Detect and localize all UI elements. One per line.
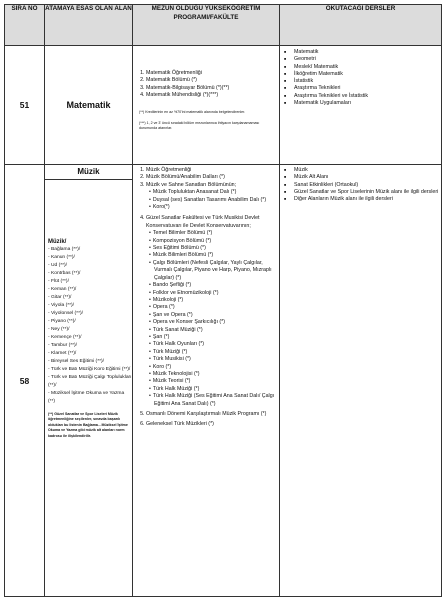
field-cell [45,165,133,597]
program-subitem: • Koro (*) [154,364,279,371]
course-list [280,167,441,203]
instrument-item: - Kontrbas (**)/ [48,271,81,276]
instrument-heading: Müzik/ [48,239,67,245]
instrument-item: - Türk ve Batı Müziği Çalgı Toplulukları (**)/ [48,375,132,388]
program-item: 1. Matematik Öğretmenliği [146,70,279,77]
program-subitem: • Duysal (ses) Sanatları Tasarımı Anabilim Dalı (*) [154,197,279,204]
program-subitem: • Türk Halk Müziği (*) [154,386,279,393]
row-number: 58 [5,165,45,597]
table-row-58 [5,165,442,597]
course-item: ■ Matematik [294,49,441,56]
table-row-51 [5,46,442,165]
program-item: 6. Geleneksel Türk Müzikleri (*) [146,421,279,428]
program-subitem: • Koro(*) [154,204,279,211]
course-item: ■ Matematik Uygulamaları [294,100,441,107]
program-list [133,70,279,100]
program-subitem: • Şan (*) [154,334,279,341]
program-subitem: • Opera ve Konser Şarkıcılığı (*) [154,319,279,326]
program-subitem: • Çalgı Bölümleri (Nefesli Çalgılar, Yaylı Çalgılar, Vurmalı Çalgılar, Piyano ve Harp, Piyano, Mızraplı Çalgılar) (*) [154,260,279,282]
courses-cell [280,165,442,597]
instrument-item: - Ney (**)/ [48,327,70,332]
instrument-item: - Piyano (**)/ [48,319,76,324]
footnote: (**) Kredilerinin en az %70'ini matematik alanında belgelendirenler. [139,109,246,114]
course-list [280,49,441,107]
program-subitem: • Opera (*) [154,304,279,311]
row-number: 51 [5,46,45,165]
program-item-label: Müzik ve Sahne Sanatları Bölümünün; [146,181,237,188]
program-subitem: • Temel Bilimler Bölümü (*) [154,230,279,237]
instrument-item: - Flüt (**)/ [48,279,69,284]
courses-cell [280,46,442,165]
program-item [146,182,279,212]
program-subitem: • Türk Musikisi (*) [154,356,279,363]
program-subitem: • Türk Halk Müziği (Ses Eğitimi Ana Sanat Dalı/ Çalgı Eğitimi Ana Sanat Dalı) (*) [154,393,279,408]
program-cell [133,165,280,597]
header-alan: ATAMAYA ESAS OLAN ALAN [45,5,133,46]
instrument-list [45,238,132,406]
field-name: Matematik [45,46,133,165]
program-item: 2. Müzik Bölümü/Anabilim Dalları (*) [146,174,279,181]
program-subitem: • Türk Halk Oyunları (*) [154,341,279,348]
header-courses: OKUTACAĞI DERSLER [280,5,442,46]
instrument-footnote: (**) Güzel Sanatlar ve Spor Liseleri Müzik öğretmenliğine seçilenler, sınavda başarılı oldukları bu listenin Bağlama…Müziksel İşitme Okuma ve Yazma gibi müzik alt alanları norm kadrosu ile ilişkilendirilir. [48,412,128,438]
program-item: 2. Matematik Bölümü (*) [146,77,279,84]
instrument-item: - Bağlama (**)/ [48,247,81,252]
course-item: ■ Güzel Sanatlar ve Spor Liselerinin Müzik alanı ile ilgili dersleri [294,189,441,196]
header-row [5,5,442,46]
course-item: ■ Diğer Alanların Müzik alanı ile ilgili dersleri [294,196,441,203]
program-subitem: • Şan ve Opera (*) [154,312,279,319]
instrument-item: - Gitar (**)/ [48,295,72,300]
program-cell [133,46,280,165]
program-subitem: • Folklor ve Etnomüzikoloji (*) [154,290,279,297]
program-subitem: • Türk Müziği (*) [154,349,279,356]
header-program: MEZUN OLDUĞU YÜKSEKÖĞRETİM PROGRAMI/FAKÜLTE [133,5,280,46]
course-item: ■ Geometri [294,56,441,63]
instrument-item: - Viyola (**)/ [48,303,75,308]
header-sira-no: SIRA NO [5,5,45,46]
program-subitem: • Bando Şefliği (*) [154,282,279,289]
assignment-table [4,4,442,597]
course-item: ■ Müzik [294,167,441,174]
program-item: 5. Osmanlı Dönemi Karşılaştırmalı Müzik Programı (*) [146,411,279,418]
course-item: ■ İstatistik [294,78,441,85]
program-subitem: • Kompozisyon Bölümü (*) [154,238,279,245]
program-subitem: • Ses Eğitimi Bölümü (*) [154,245,279,252]
program-sublist [146,230,279,408]
course-item: ■ Araştırma Teknikleri [294,85,441,92]
program-subitem: • Müzik Teknolojisi (*) [154,371,279,378]
program-item-label: Güzel Sanatlar Fakültesi ve Türk Musikisi Devlet Konservatuvarı ile Devlet Konservatuvarının; [146,215,260,229]
program-item: 1. Müzik Öğretmenliği [146,167,279,174]
program-item: 4. Matematik Mühendisliği (*)(***) [146,92,279,99]
program-subitem: • Müzik Topluluktan Anasanat Dalı (*) [154,189,279,196]
instrument-item: - Müziksel İşitme Okuma ve Yazma (**) [48,391,125,404]
footnote: (***) 1, 2 ve 3' üncü sıradaki bölüm mezunlarınca ihtiyacın karşılanamaması durumunda atanırlar. [139,120,260,131]
course-item: ■ Meslekî Matematik [294,64,441,71]
course-item: ■ Sanat Etkinlikleri (Ortaokul) [294,182,441,189]
instrument-item: - Tambur (**)/ [48,343,77,348]
program-subitem: • Müzikoloji (*) [154,297,279,304]
instrument-item: - Viyolonsel (**)/ [48,311,83,316]
program-subitem: • Türk Sanat Müziği (*) [154,327,279,334]
instrument-item: - Kanun (**)/ [48,255,75,260]
program-item: 3. Matematik-Bilgisayar Bölümü (*)(**) [146,85,279,92]
instrument-item: - Kemençe (**)/ [48,335,82,340]
course-item: ■ Araştırma Teknikleri ve İstatistik [294,93,441,100]
program-subitem: • Müzik Bilimleri Bölümü (*) [154,252,279,259]
course-item: ■ Müzik Alt Alanı [294,174,441,181]
instrument-item: - Türk ve Batı Müziği Koro Eğitimi (**)/ [48,367,131,372]
program-subitem: • Müzik Teorisi (*) [154,378,279,385]
program-item [146,215,279,408]
instrument-item: - Bireysel Ses Eğitimi (**)/ [48,359,104,364]
course-item: ■ İlköğretim Matematik [294,71,441,78]
program-list [133,167,279,429]
program-sublist [146,189,279,211]
instrument-item: - Ud (**)/ [48,263,68,268]
instrument-item: - Keman (**)/ [48,287,77,292]
instrument-item: - Klarnet (**)/ [48,351,77,356]
field-name: Müzik [45,165,132,180]
